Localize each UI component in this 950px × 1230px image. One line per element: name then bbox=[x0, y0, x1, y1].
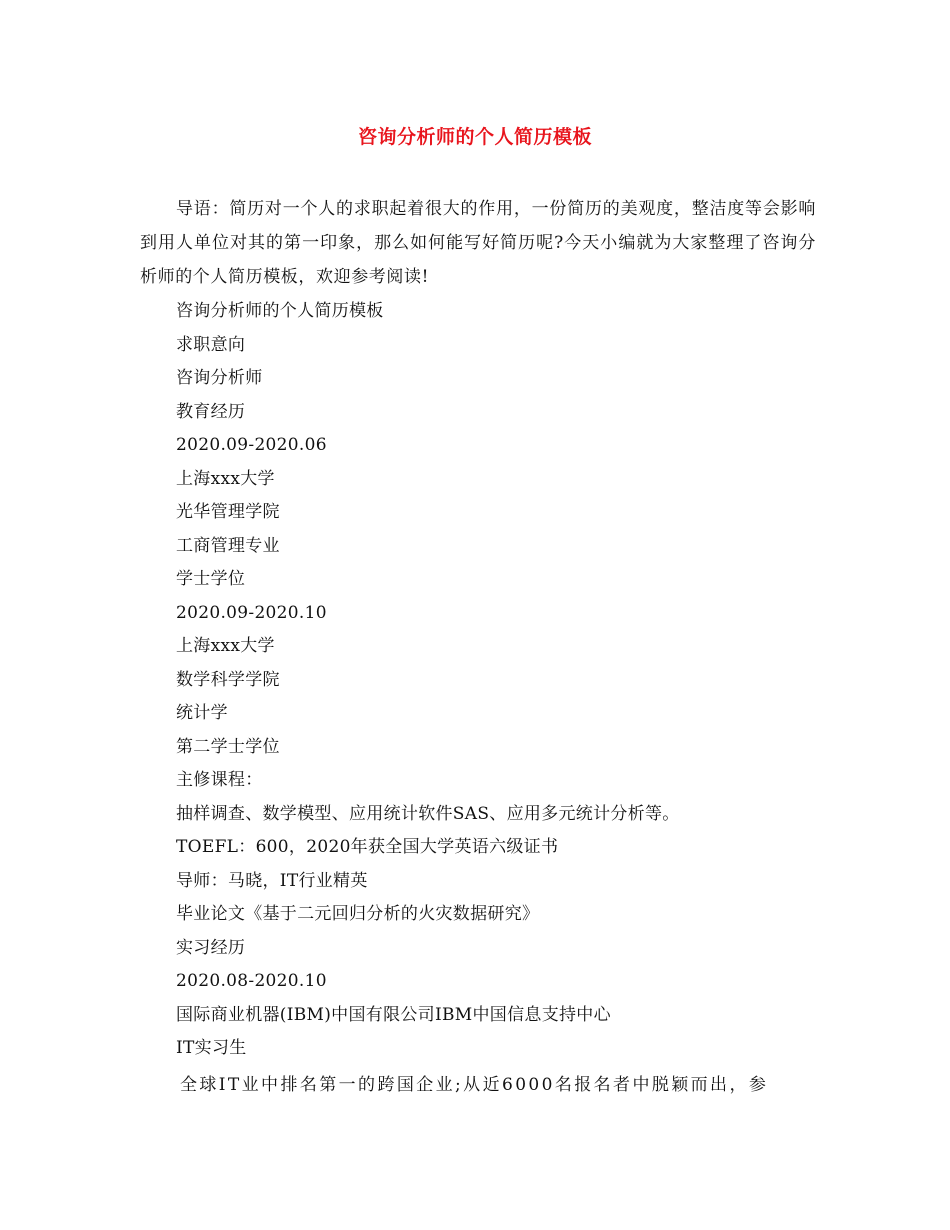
text-line: 数学科学学院 bbox=[176, 669, 280, 690]
text-line: 学士学位 bbox=[176, 569, 246, 589]
text-line: TOEFL：600，2020年获全国大学英语六级证书 bbox=[176, 837, 559, 857]
text-line: 光华管理学院 bbox=[176, 502, 280, 522]
text-line: 抽样调查、数学模型、应用统计软件SAS、应用多元统计分析等。 bbox=[176, 803, 680, 824]
text-line: IT实习生 bbox=[176, 1038, 247, 1058]
text-line: 2020.08-2020.10 bbox=[176, 971, 327, 991]
text-line: 咨询分析师的个人简历模板 bbox=[176, 301, 384, 321]
text-line: 统计学 bbox=[176, 703, 228, 723]
text-line: 实习经历 bbox=[176, 937, 246, 958]
document-title: 咨询分析师的个人简历模板 bbox=[357, 126, 592, 148]
text-line: 2020.09-2020.10 bbox=[176, 602, 327, 623]
text-line: 毕业论文《基于二元回归分析的火灾数据研究》 bbox=[176, 904, 540, 924]
internship-description: 全球IT业中排名第一的跨国企业;从近6000名报名者中脱颖而出，参 bbox=[180, 1075, 769, 1095]
text-line: 导师：马晓，IT行业精英 bbox=[176, 870, 368, 891]
text-line: 主修课程： bbox=[176, 770, 263, 790]
text-line: 国际商业机器(IBM)中国有限公司IBM中国信息支持中心 bbox=[176, 1004, 611, 1025]
text-line: 教育经历 bbox=[176, 401, 246, 422]
text-line: 上海xxx大学 bbox=[176, 636, 275, 656]
text-line: 2020.09-2020.06 bbox=[176, 435, 327, 455]
text-line: 求职意向 bbox=[176, 334, 246, 355]
text-line: 咨询分析师 bbox=[176, 368, 263, 388]
text-line: 第二学士学位 bbox=[176, 736, 280, 757]
resume-lines bbox=[176, 295, 816, 1066]
text-line: 工商管理专业 bbox=[176, 535, 280, 556]
intro-paragraph: 导语：简历对一个人的求职起着很大的作用，一份简历的美观度，整洁度等会影响到用人单位对其的第一印象，那么如何能写好简历呢?今天小编就为大家整理了咨询分析师的个人简历模板，欢迎参考阅读! bbox=[140, 199, 816, 287]
text-line: 上海xxx大学 bbox=[176, 468, 275, 489]
